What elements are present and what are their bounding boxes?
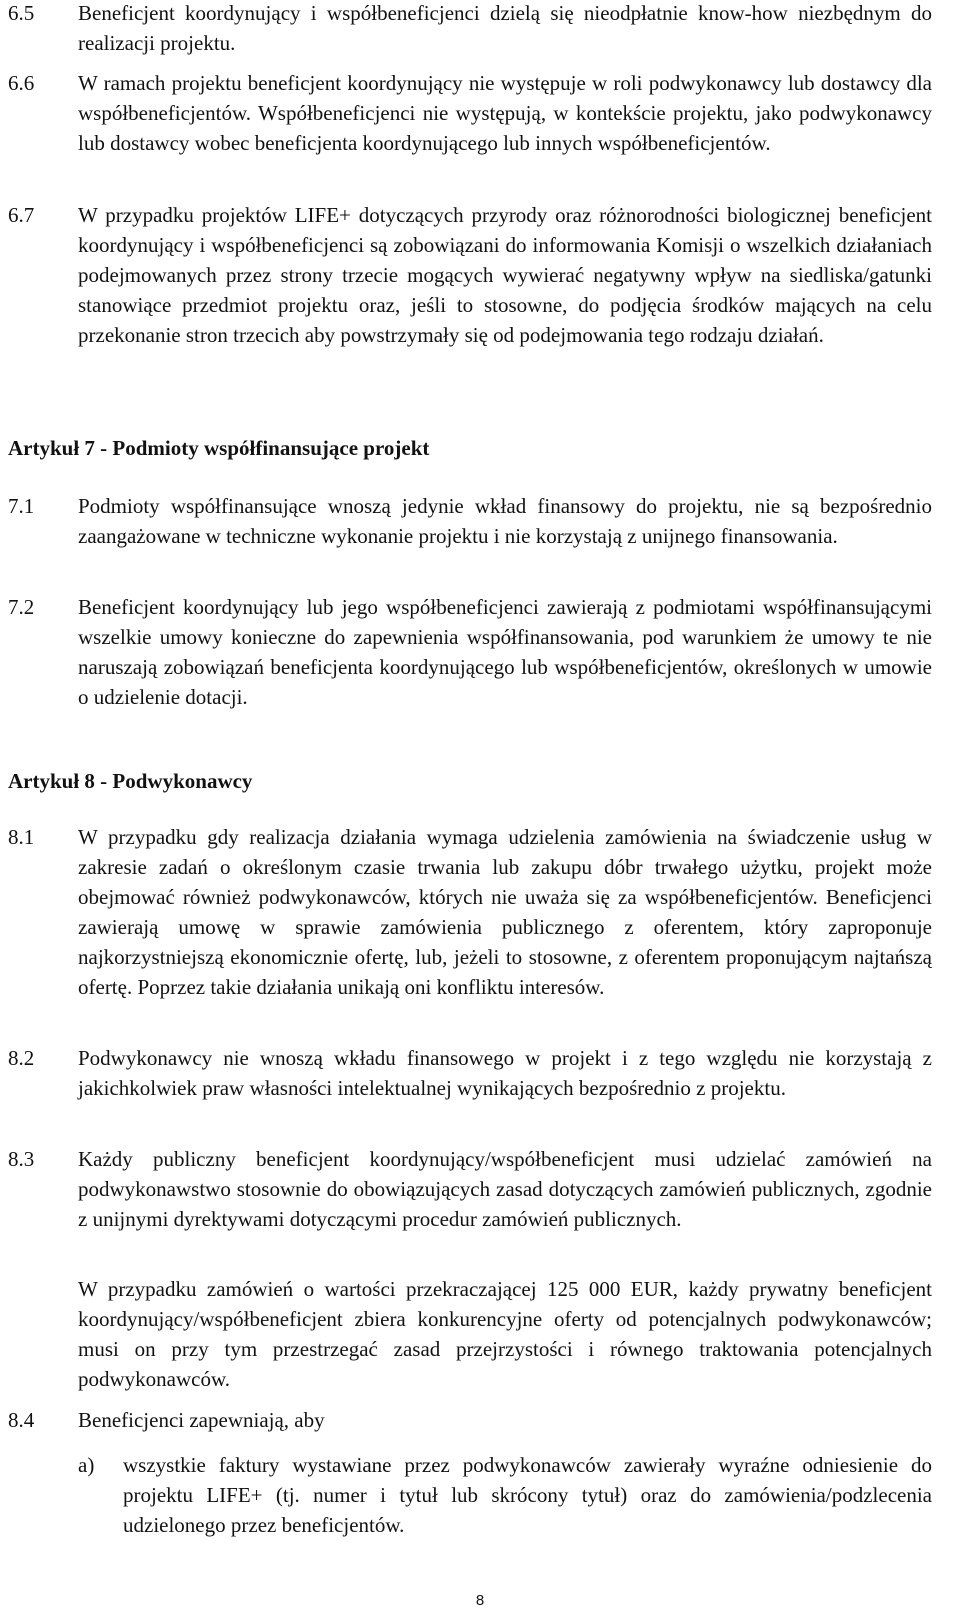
clause-text: Każdy publiczny beneficjent koordynujący/współbeneficjent musi udzielać zamówień na podwykonawstwo stosownie do obowiązujących zasad dotyczących zamówień publicznych, zgodnie z unijnymi dyrektywami dotyczącymi procedur zamówień publicznych. [78,1147,932,1231]
clause-text: W przypadku gdy realizacja działania wymaga udzielenia zamówienia na świadczenie usług w zakresie zadań o określonym czasie trwania lub zakupu dóbr trwałego użytku, projekt może obejmować również podwykonawców, których nie uważa się za współbeneficjentów. Beneficjenci zawierają umowę w sprawie zamówienia publicznego z oferentem, który zaproponuje najkorzystniejszą ekonomicznie ofertę, lub, jeżeli to stosowne, z oferentem proponującym najtańszą ofertę. Poprzez takie działania unikają oni konfliktu interesów. [78,825,932,999]
clause-8-2 [8,1043,932,1103]
clause-6-6 [8,68,932,158]
clause-text: Beneficjent koordynujący i współbeneficjenci dzielą się nieodpłatnie know-how niezbędnym do realizacji projektu. [78,1,932,55]
clause-number: 6.5 [8,1,35,25]
clause-8-3 [8,1144,932,1234]
subitem-text: wszystkie faktury wystawiane przez podwykonawców zawierały wyraźne odniesienie do projektu LIFE+ (tj. numer i tytuł lub skrócony tytuł) oraz do zamówienia/podzlecenia udzielonego przez beneficjentów. [123,1453,932,1537]
article-7-heading: Artykuł 7 - Podmioty współfinansujące projekt [8,436,430,460]
subitem-letter: a) [78,1453,95,1477]
article-8-heading: Artykuł 8 - Podwykonawcy [8,769,253,793]
clause-text: Podmioty współfinansujące wnoszą jedynie wkład finansowy do projektu, nie są bezpośrednio zaangażowane w techniczne wykonanie projektu i nie korzystają z unijnego finansowania. [78,494,932,548]
clause-8-4 [8,1405,932,1435]
clause-8-1 [8,822,932,1002]
clause-number: 6.7 [8,203,35,227]
clause-text: W ramach projektu beneficjent koordynujący nie występuje w roli podwykonawcy lub dostawcy dla współbeneficjentów. Współbeneficjenci nie występują, w kontekście projektu, jako podwykonawcy lub dostawcy wobec beneficjenta koordynującego lub innych współbeneficjentów. [78,71,932,155]
clause-text: Beneficjent koordynujący lub jego współbeneficjenci zawierają z podmiotami współfinansującymi wszelkie umowy konieczne do zapewnienia współfinansowania, pod warunkiem że umowy te nie naruszają zobowiązań beneficjenta koordynującego lub współbeneficjentów, określonych w umowie o udzielenie dotacji. [78,595,932,709]
subitem-a [78,1450,932,1540]
clause-number: 8.2 [8,1046,35,1070]
clause-number: 7.1 [8,494,35,518]
clause-number: 6.6 [8,71,35,95]
clause-text: Beneficjenci zapewniają, aby [78,1408,325,1432]
clause-number: 7.2 [8,595,35,619]
clause-7-2 [8,592,932,712]
clause-6-5 [8,0,932,58]
clause-6-7 [8,200,932,350]
clause-text: Podwykonawcy nie wnoszą wkładu finansowego w projekt i z tego względu nie korzystają z jakichkolwiek praw własności intelektualnej wynikających bezpośrednio z projektu. [78,1046,932,1100]
clause-text: W przypadku projektów LIFE+ dotyczących przyrody oraz różnorodności biologicznej beneficjent koordynujący i współbeneficjenci są zobowiązani do informowania Komisji o wszelkich działaniach podejmowanych przez strony trzecie mogących wywierać negatywny wpływ na siedliska/gatunki stanowiące przedmiot projektu oraz, jeśli to stosowne, do podjęcia środków mających na celu przekonanie stron trzecich aby powstrzymały się od podejmowania tego rodzaju działań. [78,203,932,347]
clause-text: W przypadku zamówień o wartości przekraczającej 125 000 EUR, każdy prywatny beneficjent koordynujący/współbeneficjent zbiera konkurencyjne oferty od potencjalnych podwykonawców; musi on przy tym przestrzegać zasad przejrzystości i równego traktowania potencjalnych podwykonawców. [78,1277,932,1391]
page-number: 8 [475,1592,485,1609]
clause-number: 8.4 [8,1408,35,1432]
clause-8-3-paragraph [8,1274,932,1394]
clause-number: 8.3 [8,1147,35,1171]
clause-number: 8.1 [8,825,35,849]
clause-7-1 [8,491,932,551]
